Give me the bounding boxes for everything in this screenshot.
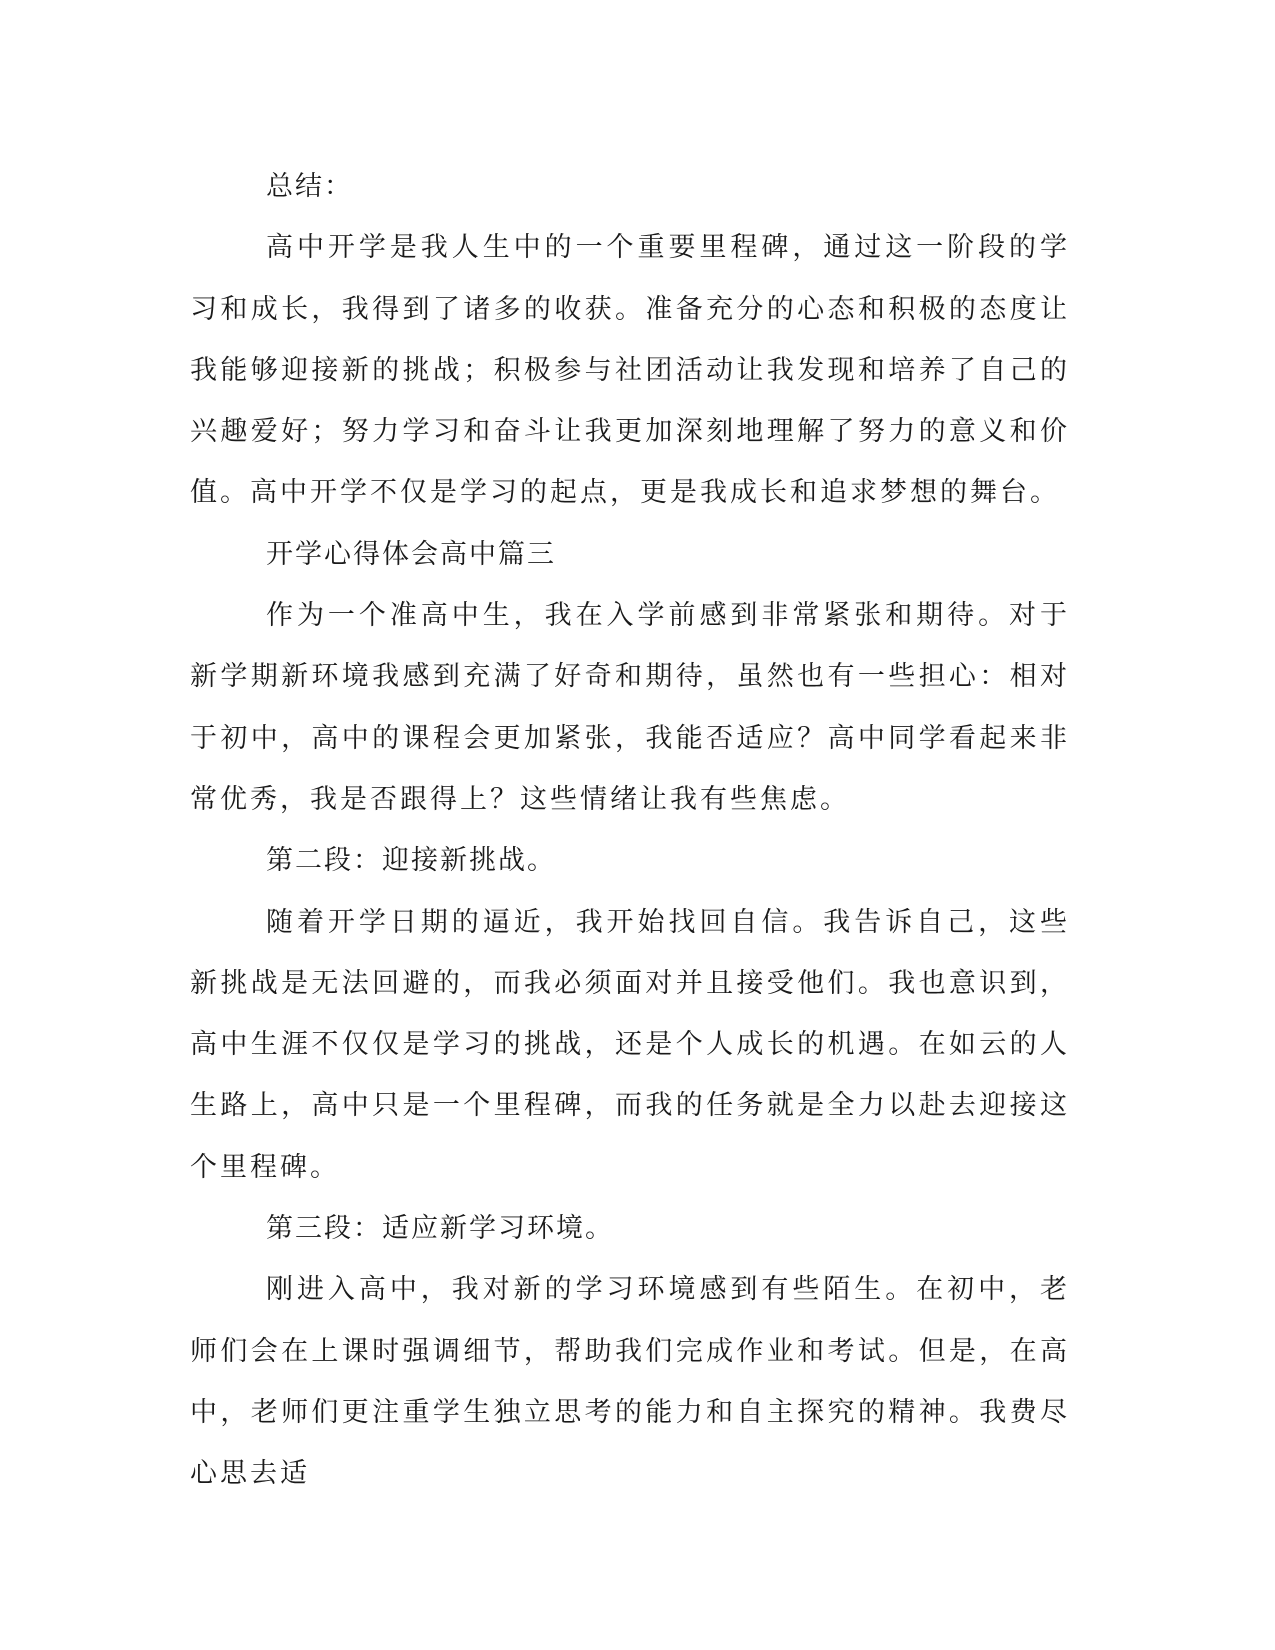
section-heading-third: 第三段：适应新学习环境。 — [266, 1213, 614, 1245]
paragraph-second: 随着开学日期的逼近，我开始找回自信。我告诉自己，这些新挑战是无法回避的，而我必须面对并且接受他们。我也意识到，高中生涯不仅仅是学习的挑战，还是个人成长的机遇。在如云的人生路上，高中只是一个里程碑，而我的任务就是全力以赴去迎接这个里程碑。 — [190, 906, 1070, 1183]
section-heading-part-three: 开学心得体会高中篇三 — [266, 538, 556, 570]
paragraph-intro: 作为一个准高中生，我在入学前感到非常紧张和期待。对于新学期新环境我感到充满了好奇和期待，虽然也有一些担心：相对于初中，高中的课程会更加紧张，我能否适应？高中同学看起来非常优秀，我是否跟得上？这些情绪让我有些焦虑。 — [190, 600, 1070, 815]
paragraph-summary: 高中开学是我人生中的一个重要里程碑，通过这一阶段的学习和成长，我得到了诸多的收获。准备充分的心态和积极的态度让我能够迎接新的挑战；积极参与社团活动让我发现和培养了自己的兴趣爱好；努力学习和奋斗让我更加深刻地理解了努力的意义和价值。高中开学不仅是学习的起点，更是我成长和追求梦想的舞台。 — [190, 232, 1070, 509]
section-heading-summary: 总结： — [266, 171, 353, 202]
section-heading-second: 第二段：迎接新挑战。 — [266, 845, 556, 877]
paragraph-third: 刚进入高中，我对新的学习环境感到有些陌生。在初中，老师们会在上课时强调细节，帮助我们完成作业和考试。但是，在高中，老师们更注重学生独立思考的能力和自主探究的精神。我费尽心思去适 — [190, 1274, 1070, 1490]
document-body — [190, 156, 1070, 1505]
